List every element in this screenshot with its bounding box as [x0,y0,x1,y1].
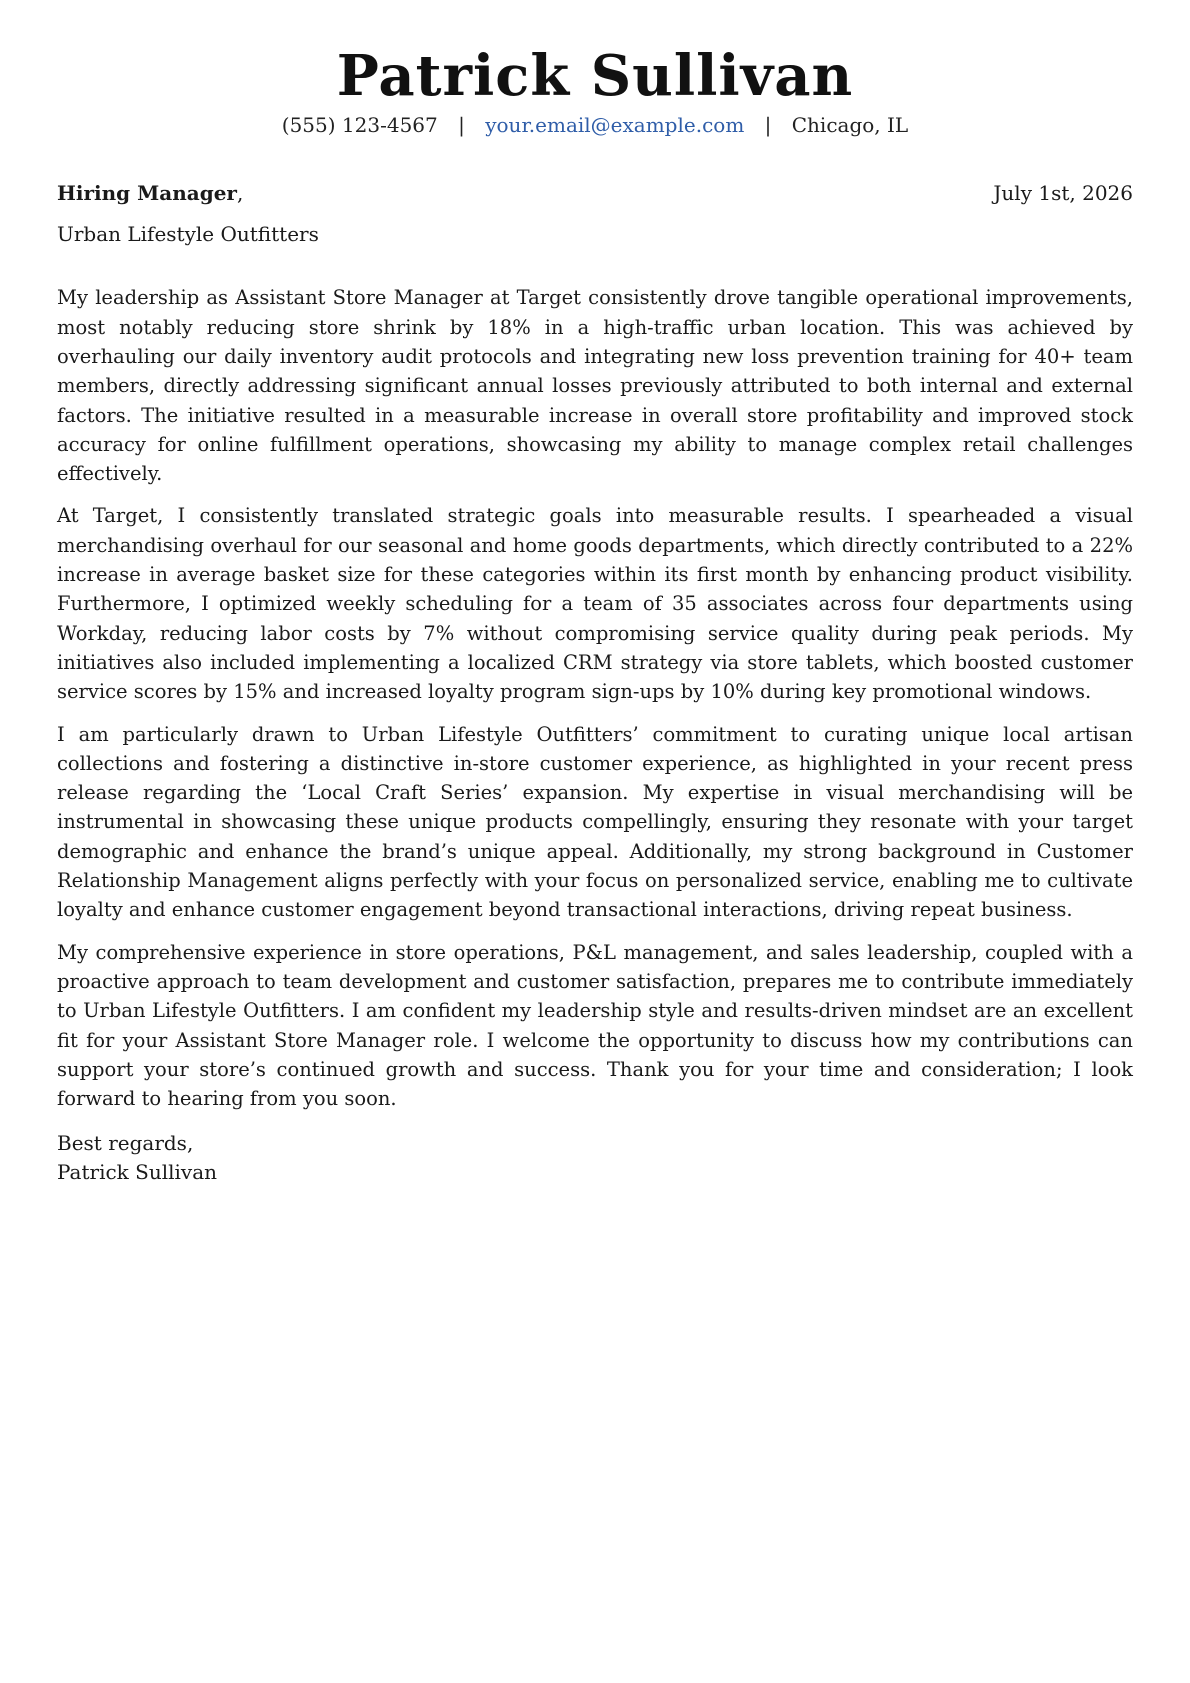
body-paragraph: At Target, I consistently translated strategic goals into measurable results. I spearheaded a visual merchandising overhaul for our seasonal and home goods departments, which directly contributed to a 22% increase in average basket size for these categories within its first month by enhancing product visibility. Furthermore, I optimized weekly scheduling for a team of 35 associates across four departments using Workday, reducing labor costs by 7% without compromising service quality during peak periods. My initiatives also included implementing a localized CRM strategy via store tablets, which boosted customer service scores by 15% and increased loyalty program sign-ups by 10% during key promotional windows. [57,504,1133,704]
applicant-name: Patrick Sullivan [336,43,854,109]
body-paragraph: My comprehensive experience in store operations, P&L management, and sales leadership, coupled with a proactive approach to team development and customer satisfaction, prepares me to contribute immediately to Urban Lifestyle Outfitters. I am confident my leadership style and results-driven mindset are an excellent fit for your Assistant Store Manager role. I welcome the opportunity to discuss how my contributions can support your store’s continued growth and success. Thank you for your time and consideration; I look forward to hearing from you soon. [57,940,1133,1111]
recipient-company: Urban Lifestyle Outfitters [57,222,319,247]
recipient-line [57,180,243,206]
letter-closing [57,1129,1133,1187]
contact-line [57,112,1133,138]
greeting-row [57,180,1133,206]
recipient-name: Hiring Manager [57,181,237,206]
cover-letter-page [57,0,1133,1187]
letter-body [57,283,1133,1113]
body-paragraph: I am particularly drawn to Urban Lifestyle Outfitters’ commitment to curating unique local artisan collections and fostering a distinctive in-store customer experience, as highlighted in your recent press release regarding the ‘Local Craft Series’ expansion. My expertise in visual merchandising will be instrumental in showcasing these unique products compellingly, ensuring they resonate with your target demographic and enhance the brand’s unique appeal. Additionally, my strong background in Customer Relationship Management aligns perfectly with your focus on personalized service, enabling me to cultivate loyalty and enhance customer engagement beyond transactional interactions, driving repeat business. [57,722,1133,922]
email-link[interactable]: your.email@example.com [485,113,745,138]
location: Chicago, IL [791,113,909,138]
recipient-name-suffix: , [236,181,244,206]
contact-separator: | [764,113,772,138]
body-paragraph: My leadership as Assistant Store Manager at Target consistently drove tangible operational improvements, most notably reducing store shrink by 18% in a high-traffic urban location. This was achieved by overhauling our daily inventory audit protocols and integrating new loss prevention training for 40+ team members, directly addressing significant annual losses previously attributed to both internal and external factors. The initiative resulted in a measurable increase in overall store profitability and improved stock accuracy for online fulfillment operations, showcasing my ability to manage complex retail challenges effectively. [57,286,1133,486]
contact-separator: | [458,113,465,138]
closing-salutation: Best regards, [57,1131,194,1156]
phone-number: (555) 123-4567 [281,113,438,138]
letter-date: July 1st, 2026 [993,181,1133,206]
closing-signature: Patrick Sullivan [57,1160,218,1185]
